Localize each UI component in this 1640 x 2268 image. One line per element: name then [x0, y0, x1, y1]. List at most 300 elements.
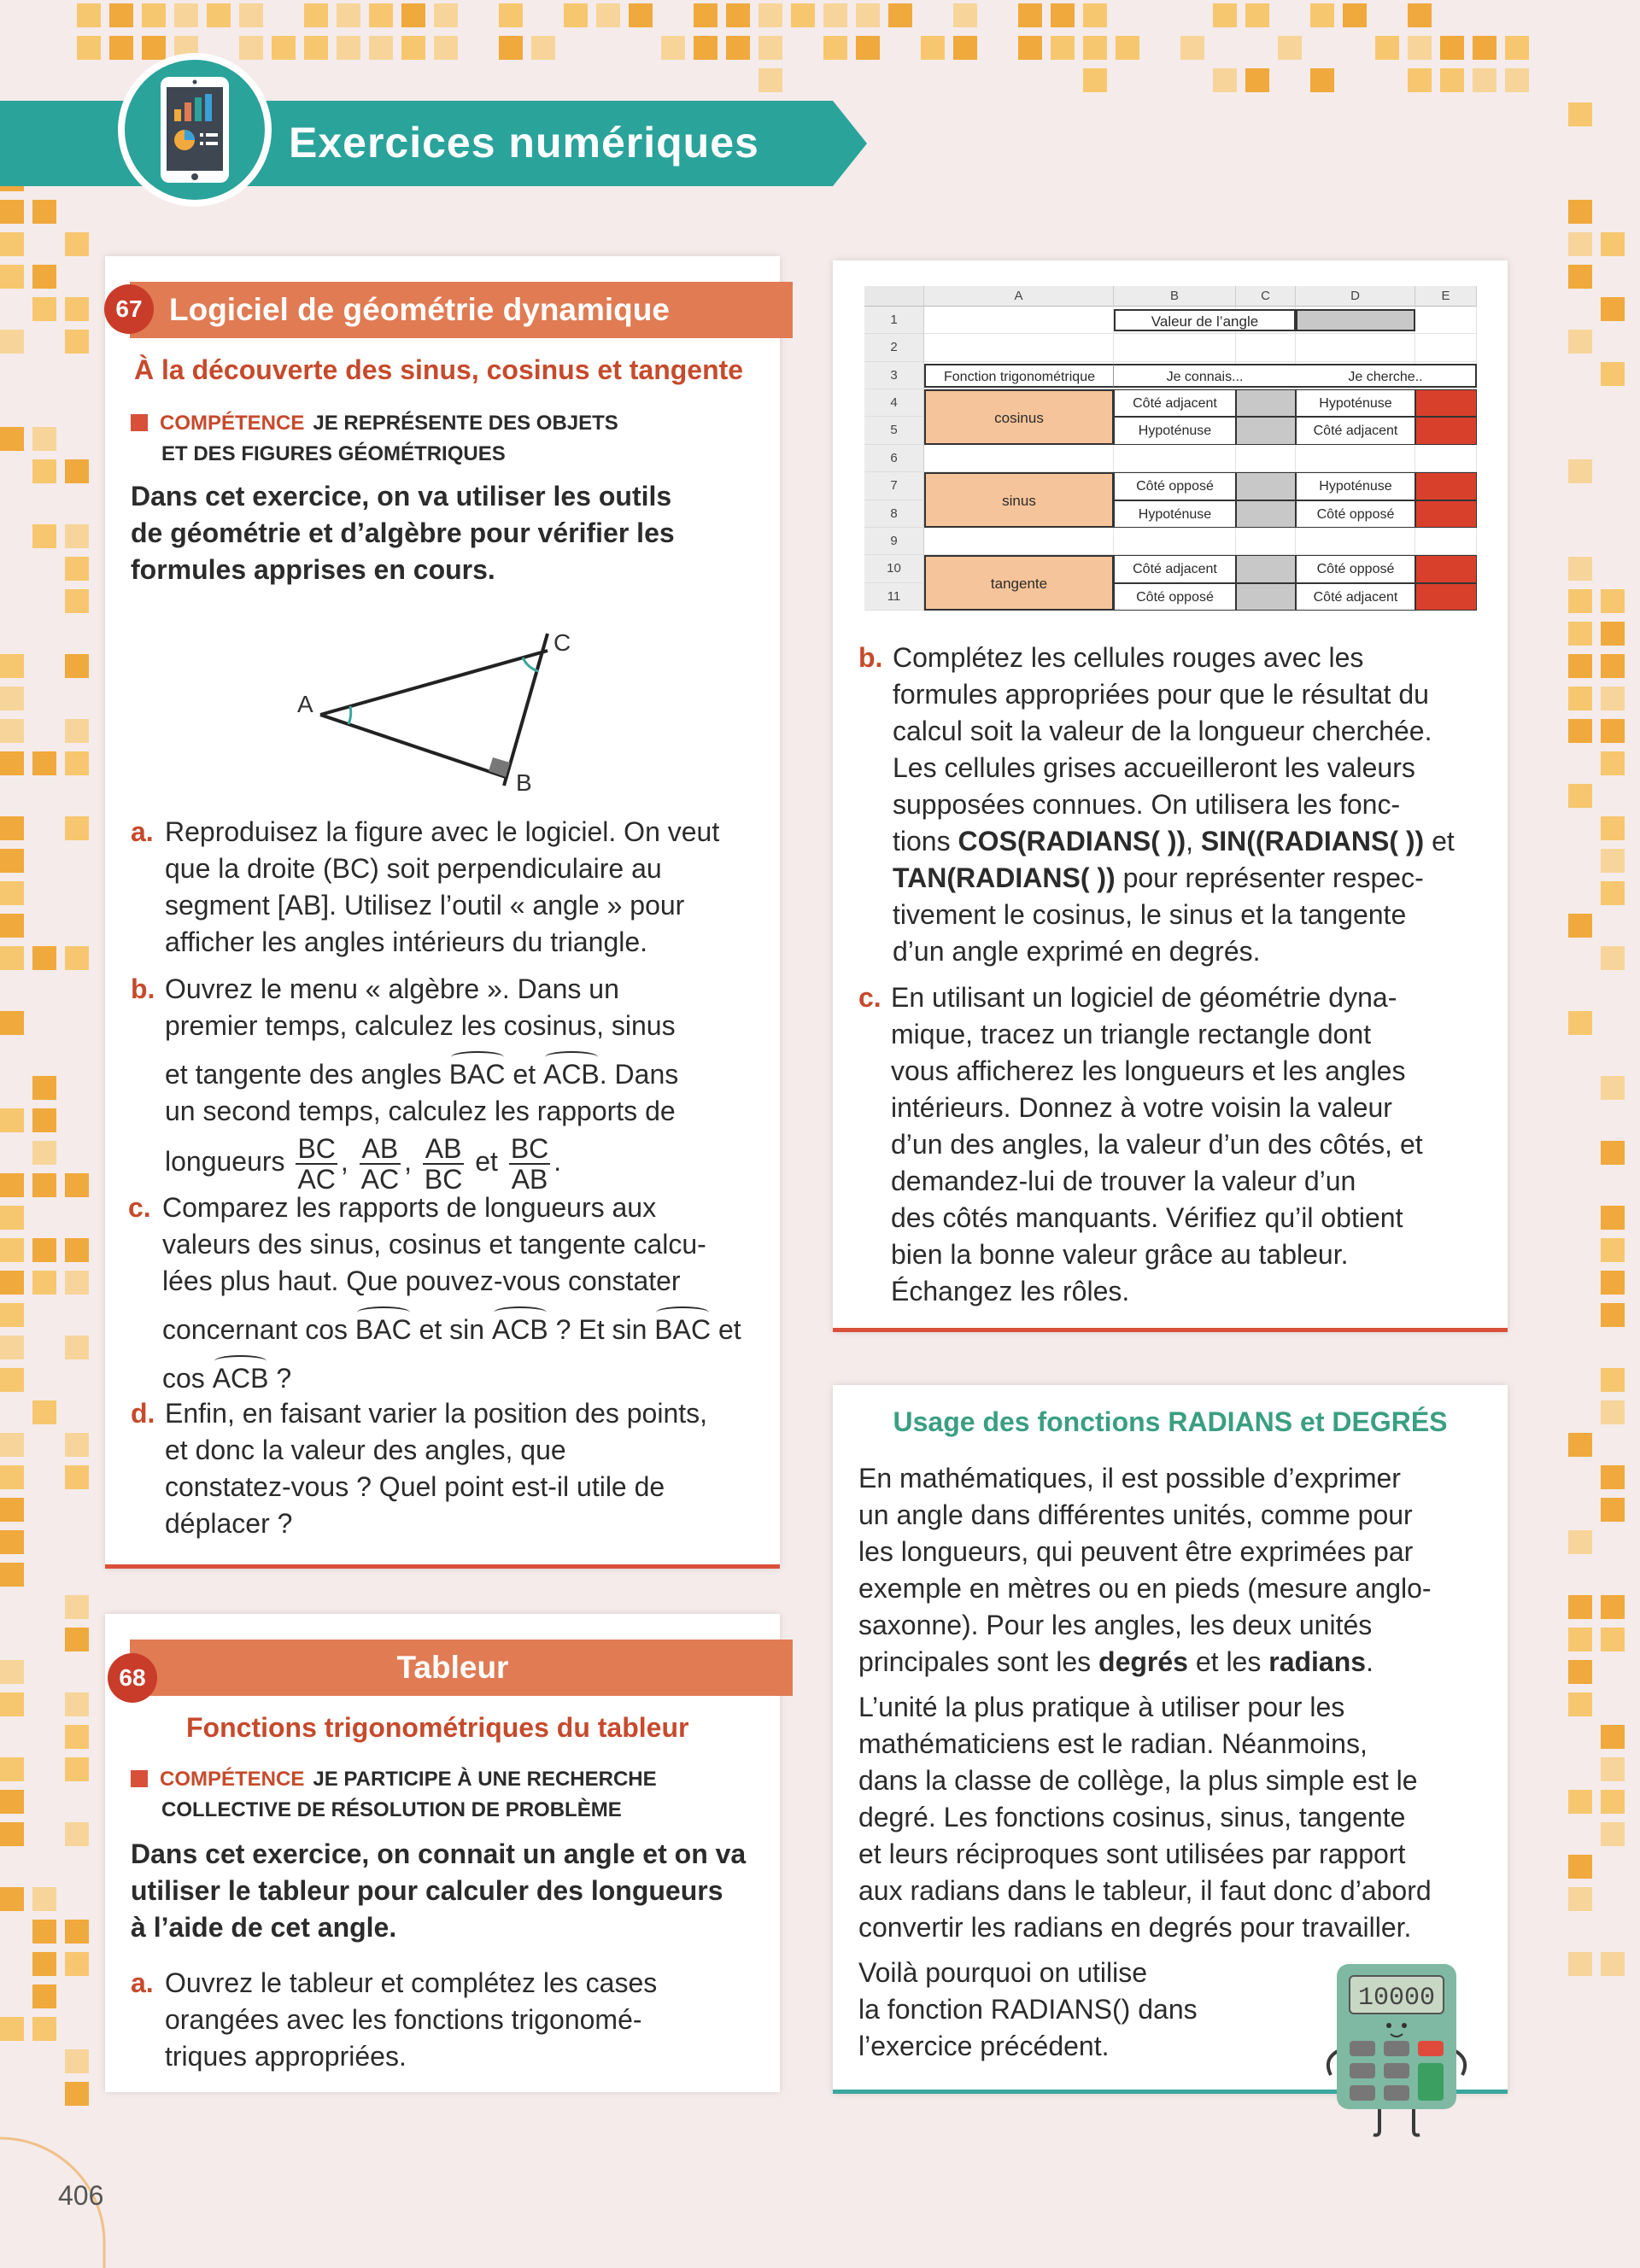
known-value-cell: [1236, 472, 1296, 500]
pixel-square: [1473, 36, 1496, 60]
pixel-square: [65, 1822, 89, 1846]
pixel-square: [1601, 1271, 1625, 1295]
calculator-display: 10000: [1357, 1984, 1436, 2013]
info-text: En mathématiques, il est possible d’exprimer: [858, 1463, 1401, 1493]
info-text: les longueurs, qui peuvent être exprimées par: [858, 1536, 1414, 1567]
pixel-square: [1018, 3, 1042, 27]
pixel-square: [109, 36, 133, 60]
pixel-square: [1568, 719, 1592, 743]
question-text: et: [512, 1059, 536, 1090]
spreadsheet-cell: Côté adjacent: [1114, 555, 1236, 582]
pixel-square: [65, 1271, 89, 1295]
fraction-ab-ac: $\frac{AB}{AC}$: [360, 1132, 400, 1195]
tablet-chart-icon: [125, 60, 265, 200]
exercise-68-title: Tableur: [396, 1650, 509, 1685]
grid-cell: [1236, 528, 1296, 555]
question-text: intérieurs. Donnez à votre voisin la valeur: [891, 1092, 1392, 1123]
pixel-square: [32, 297, 56, 321]
spreadsheet-cell: Hypoténuse: [1296, 472, 1415, 500]
pixel-square: [856, 36, 880, 60]
pixel-square: [0, 1498, 24, 1522]
grid-cell: [924, 334, 1114, 361]
pixel-square: [1051, 36, 1075, 60]
pixel-square: [65, 1595, 89, 1619]
pixel-square: [1375, 36, 1399, 60]
pixel-square: [0, 1271, 24, 1295]
pixel-square: [0, 946, 24, 970]
pixel-square: [32, 1108, 56, 1132]
exercise-68-number: 68: [108, 1653, 157, 1703]
pixel-square: [1601, 849, 1625, 873]
pixel-square: [953, 3, 977, 27]
intro-line: Dans cet exercice, on connait un angle et on va: [131, 1838, 747, 1869]
formula-cell: [1415, 472, 1477, 500]
info-text: principales sont les: [858, 1646, 1099, 1677]
pixel-square: [1568, 1660, 1592, 1684]
pixel-square: [65, 232, 89, 256]
question-text: premier temps, calculez les cosinus, sinus: [165, 1010, 676, 1041]
exercise-67-header: [130, 282, 793, 338]
row-header: 3: [864, 362, 924, 389]
pixel-square: [758, 3, 782, 27]
pixel-square: [65, 1173, 89, 1197]
pixel-square: [337, 3, 360, 27]
pixel-square: [1601, 232, 1625, 256]
grid-cell: [1236, 445, 1296, 472]
function-cell: sinus: [924, 472, 1114, 528]
pixel-square: [1018, 36, 1042, 60]
known-value-cell: [1236, 583, 1296, 611]
pixel-square: [0, 427, 24, 451]
pixel-square: [1601, 816, 1625, 840]
spreadsheet-screenshot: [864, 286, 1477, 611]
pixel-square: [0, 1660, 24, 1684]
pixel-square: [0, 200, 24, 224]
pixel-square: [1568, 1855, 1592, 1879]
known-value-cell: [1236, 417, 1296, 444]
info-text: la fonction RADIANS() dans: [858, 1994, 1198, 2025]
pixel-square: [369, 3, 393, 27]
pixel-square: [32, 200, 56, 224]
pixel-square: [32, 1952, 56, 1976]
pixel-square: [1310, 68, 1334, 92]
pixel-square: [65, 1952, 89, 1976]
pixel-square: [32, 1238, 56, 1262]
grid-cell: [1236, 334, 1296, 361]
pixel-square: [1568, 1952, 1592, 1976]
pixel-square: [0, 1238, 24, 1262]
pixel-square: [1601, 589, 1625, 613]
formula-cell: [1415, 500, 1477, 528]
intro-line: formules apprises en cours.: [131, 554, 495, 585]
grid-cell: [1296, 528, 1415, 555]
pixel-square: [1601, 1595, 1625, 1619]
question-text: d’un angle exprimé en degrés.: [893, 936, 1261, 967]
pixel-square: [65, 946, 89, 970]
column-header: D: [1296, 286, 1415, 307]
pixel-square: [65, 524, 89, 548]
competence-label: COMPÉTENCE: [160, 412, 305, 435]
info-text: mathématiciens est le radian. Néanmoins,: [858, 1728, 1368, 1759]
pixel-square: [0, 1108, 24, 1132]
pixel-square: [0, 2017, 24, 2041]
intro-line: de géométrie et d’algèbre pour vérifier les: [131, 517, 675, 548]
row-header: 10: [864, 555, 924, 582]
pixel-square: [0, 1206, 24, 1230]
pixel-square: [0, 232, 24, 256]
pixel-square: [32, 1400, 56, 1424]
question-letter: b.: [858, 642, 883, 673]
info-text: dans la classe de collège, la plus simple est le: [858, 1765, 1418, 1796]
pixel-square: [953, 36, 977, 60]
pixel-square: [65, 719, 89, 743]
pixel-square: [65, 1433, 89, 1457]
row-header: 4: [864, 389, 924, 417]
pixel-square: [1601, 1303, 1625, 1327]
pixel-square: [0, 1530, 24, 1554]
question-text: Échangez les rôles.: [891, 1276, 1130, 1306]
fraction-ab-bc: $\frac{AB}{BC}$: [424, 1132, 463, 1195]
competence-text: JE PARTICIPE À UNE RECHERCHE: [313, 1768, 657, 1791]
pixel-square: [1568, 459, 1592, 483]
pixel-square: [1568, 622, 1592, 646]
grid-cell: [1415, 307, 1477, 334]
pixel-square: [791, 3, 815, 27]
pixel-square: [499, 3, 523, 27]
formula-cell: [1415, 555, 1477, 582]
known-value-cell: [1296, 309, 1415, 331]
pixel-square: [65, 2049, 89, 2073]
pixel-square: [239, 36, 263, 60]
pixel-square: [65, 1725, 89, 1749]
pixel-square: [1473, 68, 1496, 92]
row-header: 5: [864, 417, 924, 444]
pixel-square: [856, 3, 880, 27]
pixel-square: [1213, 68, 1237, 92]
pixel-square: [401, 3, 425, 27]
question-text: segment [AB]. Utilisez l’outil « angle » pour: [165, 890, 685, 921]
pixel-square: [0, 1465, 24, 1489]
pixel-square: [65, 816, 89, 840]
pixel-square: [1278, 36, 1302, 60]
pixel-square: [1083, 36, 1107, 60]
question-text: lées plus haut. Que pouvez-vous constater: [162, 1266, 681, 1296]
pixel-square: [434, 3, 458, 27]
calculator-mascot-icon: [1315, 1955, 1478, 2143]
angle-acb: ACB: [543, 1051, 600, 1093]
intro-line: à l’aide de cet angle.: [131, 1912, 397, 1943]
grid-cell: [1296, 445, 1415, 472]
pixel-square: [1180, 36, 1204, 60]
pixel-square: [0, 1692, 24, 1716]
info-text: aux radians dans le tableur, il faut donc d’abord: [858, 1875, 1432, 1906]
angle-bac: BAC: [449, 1051, 506, 1093]
intro-line: Dans cet exercice, on va utiliser les outils: [131, 481, 672, 511]
spreadsheet-cell: Fonction trigonométrique: [924, 364, 1114, 388]
function-cell: tangente: [924, 555, 1114, 611]
row-header: 11: [864, 583, 924, 611]
pixel-square: [32, 1076, 56, 1100]
intro-line: utiliser le tableur pour calculer des longueurs: [131, 1875, 723, 1906]
pixel-square: [1568, 200, 1592, 224]
column-header: A: [924, 286, 1114, 307]
question-text: pour représenter respec-: [1115, 862, 1424, 893]
pixel-square: [1601, 1465, 1625, 1489]
pixel-square: [0, 719, 24, 743]
info-bold: degrés: [1098, 1646, 1188, 1677]
angle-acb: ACB: [492, 1306, 548, 1348]
pixel-square: [0, 1433, 24, 1457]
pixel-square: [32, 1984, 56, 2008]
pixel-square: [726, 36, 750, 60]
pixel-square: [1601, 622, 1625, 646]
question-text: formules appropriées pour que le résultat du: [893, 679, 1429, 710]
pixel-square: [272, 36, 296, 60]
pixel-square: [1568, 1433, 1592, 1457]
vertex-label-a: A: [297, 691, 313, 717]
pixel-square: [32, 1887, 56, 1911]
pixel-square: [0, 687, 24, 710]
pixel-square: [1568, 1595, 1592, 1619]
pixel-square: [65, 1238, 89, 1262]
question-text: mique, tracez un triangle rectangle dont: [891, 1019, 1372, 1049]
info-text: et leurs réciproques sont utilisées par rapport: [858, 1838, 1406, 1869]
pixel-square: [1440, 36, 1464, 60]
question-letter: a.: [131, 816, 154, 847]
pixel-square: [888, 3, 912, 27]
pixel-square: [65, 1628, 89, 1651]
pixel-square: [32, 1271, 56, 1295]
column-header: E: [1415, 286, 1477, 307]
pixel-square: [65, 330, 89, 354]
pixel-square: [1568, 1790, 1592, 1814]
spreadsheet-cell: Côté adjacent: [1296, 417, 1415, 444]
pixel-square: [1601, 1790, 1625, 1814]
pixel-square: [32, 265, 56, 289]
question-text: un second temps, calculez les rapports de: [165, 1096, 676, 1126]
pixel-square: [823, 3, 847, 27]
row-header: 8: [864, 500, 924, 528]
pixel-square: [758, 36, 782, 60]
pixel-square: [1601, 1206, 1625, 1230]
competence-label: COMPÉTENCE: [160, 1768, 305, 1791]
question-text: cos: [162, 1363, 205, 1394]
pixel-square: [65, 459, 89, 483]
question-text: vous afficherez les longueurs et les angles: [891, 1055, 1406, 1086]
pixel-square: [174, 3, 198, 27]
competence-text: COLLECTIVE DE RÉSOLUTION DE PROBLÈME: [161, 1798, 622, 1821]
pixel-square: [1601, 1238, 1625, 1262]
question-text: demandez-lui de trouver la valeur d’un: [891, 1166, 1356, 1196]
pixel-square: [32, 751, 56, 775]
question-text: triques appropriées.: [165, 2041, 407, 2072]
question-text: bien la bonne valeur grâce au tableur.: [891, 1239, 1349, 1270]
question-text: . Dans: [599, 1059, 679, 1090]
spreadsheet-cell: Côté opposé: [1296, 500, 1415, 528]
pixel-square: [661, 36, 685, 60]
pixel-square: [1568, 654, 1592, 678]
pixel-square: [32, 524, 56, 548]
pixel-square: [1116, 36, 1139, 60]
question-text: valeurs des sinus, cosinus et tangente calcu-: [162, 1229, 706, 1260]
pixel-square: [1310, 3, 1334, 27]
pixel-square: [32, 1141, 56, 1165]
pixel-square: [0, 1011, 24, 1035]
question-text: constatez-vous ? Quel point est-il utile de: [165, 1471, 665, 1502]
page-number: 406: [58, 2180, 104, 2211]
pixel-square: [1568, 330, 1592, 354]
formula-cell: [1415, 583, 1477, 611]
column-header: B: [1114, 286, 1236, 307]
pixel-square: [65, 751, 89, 775]
pixel-square: [1568, 265, 1592, 289]
competence-text: ET DES FIGURES GÉOMÉTRIQUES: [161, 442, 506, 465]
pixel-square: [694, 36, 718, 60]
pixel-square: [434, 36, 458, 60]
pixel-square: [1601, 1822, 1625, 1846]
info-text: un angle dans différentes unités, comme pour: [858, 1499, 1413, 1530]
pixel-square: [1568, 232, 1592, 256]
question-text: Comparez les rapports de longueurs aux: [162, 1192, 657, 1223]
grid-cell: [1415, 528, 1477, 555]
pixel-square: [564, 3, 588, 27]
question-text: Complétez les cellules rouges avec les: [893, 642, 1364, 673]
pixel-square: [0, 1887, 24, 1911]
question-text: tivement le cosinus, le sinus et la tangente: [893, 899, 1407, 930]
pixel-square: [1601, 362, 1625, 386]
question-text: des côtés manquants. Vérifiez qu’il obtient: [891, 1202, 1403, 1233]
row-header: 9: [864, 528, 924, 555]
pixel-square: [304, 3, 328, 27]
pixel-square: [758, 68, 782, 92]
pixel-square: [142, 36, 166, 60]
question-text: et: [1424, 826, 1455, 856]
competence-text: JE REPRÉSENTE DES OBJETS: [313, 412, 618, 435]
exercise-67-intro: [131, 478, 675, 588]
spreadsheet-cell: Côté adjacent: [1114, 389, 1236, 417]
known-value-cell: [1236, 389, 1296, 417]
pixel-square: [65, 2082, 89, 2106]
pixel-square: [1568, 557, 1592, 581]
function-name: COS(RADIANS( )): [958, 826, 1186, 856]
spreadsheet-cell: Hypoténuse: [1114, 500, 1236, 528]
pixel-square: [1568, 1530, 1592, 1554]
pixel-square: [65, 1336, 89, 1359]
pixel-square: [1343, 3, 1367, 27]
question-text: et: [718, 1314, 741, 1345]
exercise-68-subtitle: Fonctions trigonométriques du tableur: [186, 1712, 689, 1743]
fraction-bc-ac: $\frac{BC}{AC}$: [297, 1132, 336, 1195]
pixel-square: [0, 330, 24, 354]
pixel-square: [1601, 946, 1625, 970]
pixel-square: [1601, 719, 1625, 743]
question-text: déplacer ?: [165, 1508, 293, 1539]
row-header: 1: [864, 307, 924, 334]
spreadsheet-cell: Côté opposé: [1296, 555, 1415, 582]
pixel-square: [1083, 68, 1107, 92]
grid-cell: [1114, 445, 1236, 472]
info-text: l’exercice précédent.: [858, 2031, 1110, 2061]
question-text: longueurs: [165, 1146, 285, 1177]
pixel-square: [65, 1920, 89, 1944]
question-letter: d.: [131, 1398, 155, 1429]
pixel-square: [596, 3, 620, 27]
pixel-square: [1083, 3, 1107, 27]
pixel-square: [1245, 3, 1269, 27]
pixel-square: [1568, 1011, 1592, 1035]
pixel-square: [1213, 3, 1237, 27]
info-text: saxonne). Pour les angles, les deux unités: [858, 1610, 1373, 1640]
question-text: Ouvrez le menu « algèbre ». Dans un: [165, 973, 619, 1004]
question-text: En utilisant un logiciel de géométrie dyna-: [891, 982, 1397, 1013]
question-text: Les cellules grises accueilleront les valeurs: [893, 752, 1415, 783]
angle-bac: BAC: [654, 1306, 711, 1348]
question-text: Ouvrez le tableur et complétez les cases: [165, 1967, 658, 1998]
pixel-square: [0, 881, 24, 905]
pixel-square: [32, 946, 56, 970]
question-text: Reproduisez la figure avec le logiciel. On veut: [165, 816, 720, 847]
pixel-square: [1408, 36, 1432, 60]
exercise-67-subtitle: À la découverte des sinus, cosinus et tangente: [134, 354, 744, 385]
info-bold: radians: [1268, 1646, 1367, 1677]
question-letter: b.: [131, 973, 155, 1004]
pixel-square: [32, 1173, 56, 1197]
vertex-label-b: B: [516, 769, 532, 794]
pixel-square: [0, 849, 24, 873]
comma: ,: [404, 1146, 413, 1177]
info-text: L’unité la plus pratique à utiliser pour les: [858, 1692, 1345, 1722]
pixel-square: [1568, 687, 1592, 710]
question-text: ? Et sin: [555, 1314, 647, 1345]
grid-cell: [1296, 334, 1415, 361]
pixel-square: [1245, 68, 1269, 92]
row-header: 6: [864, 445, 924, 472]
function-name: TAN(RADIANS( )): [893, 862, 1116, 893]
question-text: et tangente des angles: [165, 1059, 442, 1090]
formula-cell: [1415, 389, 1477, 417]
grid-cell: [1114, 334, 1236, 361]
exercise-68-header: [130, 1640, 793, 1696]
pixel-square: [32, 427, 56, 451]
pixel-square: [0, 654, 24, 678]
pixel-square: [921, 36, 945, 60]
pixel-square: [1601, 1076, 1625, 1100]
question-text: et: [475, 1146, 498, 1177]
row-header: 2: [864, 334, 924, 361]
pixel-square: [142, 3, 166, 27]
pixel-square: [1601, 1725, 1625, 1749]
pixel-square: [1568, 1887, 1592, 1911]
pixel-square: [823, 36, 847, 60]
question-text: supposées connues. On utilisera les fonc-: [893, 789, 1401, 820]
pixel-square: [65, 297, 89, 321]
question-text: calcul soit la valeur de la longueur cherchée.: [893, 716, 1432, 746]
vertex-label-c: C: [554, 629, 571, 656]
info-text: Voilà pourquoi on utilise: [858, 1957, 1148, 1988]
spreadsheet-corner: [864, 286, 924, 307]
pixel-square: [65, 557, 89, 581]
pixel-square: [531, 36, 555, 60]
pixel-square: [1601, 1628, 1625, 1651]
pixel-square: [1505, 36, 1529, 60]
exercise-68-intro: [131, 1836, 746, 1946]
grid-cell: [924, 307, 1114, 334]
pixel-square: [1440, 68, 1464, 92]
pixel-square: [1601, 297, 1625, 321]
question-text: ?: [276, 1363, 292, 1394]
question-text: d’un des angles, la valeur d’un des côtés, et: [891, 1129, 1423, 1160]
fraction-bc-ab: $\frac{BC}{AB}$: [510, 1132, 549, 1195]
